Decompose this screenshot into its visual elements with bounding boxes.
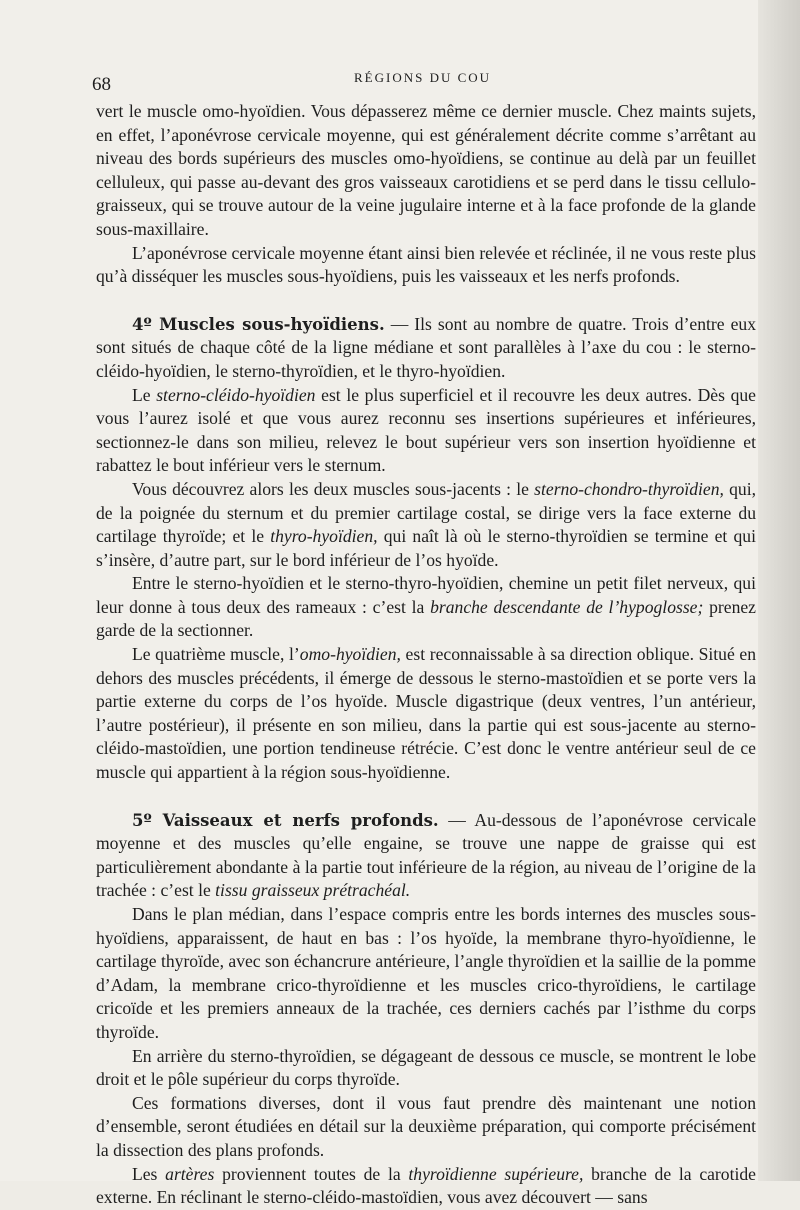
paragraph [96, 1163, 756, 1210]
text-run: vert le muscle omo-hyoïdien. Vous dépasserez même ce dernier muscle. Chez maints sujets, en effet, l’aponévrose cervicale moyenne, qui est généralement décrite comme s’arrêtant au niveau des bords supérieurs des muscles omo-hyoïdiens, se continue au delà par un feuillet celluleux, qui passe au-devant des gros vaisseaux carotidiens et se perd dans le tissu cellulo-graisseux, qui se trouve autour de la veine jugulaire interne et à la face profonde de la glande sous-maxillaire. [96, 101, 756, 239]
paragraph [96, 1092, 756, 1163]
text-run: Dans le plan médian, dans l’espace compris entre les bords internes des muscles sous-hyoïdiens, apparaissent, de haut en bas : l’os hyoïde, la membrane thyro-hyoïdienne, le cartilage thyroïde, avec son échancrure antérieure, l’angle thyroïdien et la saillie de la pomme d’Adam, la membrane crico-thyroïdienne et les muscles crico-thyroïdiens, le cartilage cricoïde et les premiers anneaux de la trachée, ces derniers cachés par l’isthme du corps thyroïde. [96, 904, 756, 1042]
italic-term: thyroïdienne supérieure, [408, 1163, 584, 1184]
paragraph [96, 384, 756, 478]
paragraph [96, 242, 756, 289]
text-run: qui naît là où le sterno-thyroïdien se termine et qui s’insère, d’autre part, sur le bord inférieur de l’os hyoïde. [96, 526, 756, 570]
italic-term: sterno-chondro-thyroïdien, [534, 478, 724, 499]
text-run: est reconnaissable à sa direction oblique. Situé en dehors des muscles précédents, il émerge de dessous le sterno-mastoïdien et se porte vers la partie externe du corps de l’os hyoïde. Muscle digastrique (deux ventres, l’un antérieur, l’autre postérieur), il présente en son milieu, dans la partie qui est sous-jacente au sterno-cléido-mastoïdien, une portion tendineuse rétrécie. C’est donc le ventre antérieur seul de ce muscle qui appartient à la région sous-hyoïdienne. [96, 644, 757, 783]
italic-term: sterno-cléido-hyoïdien [156, 384, 316, 405]
italic-term: thyro-hyoïdien, [270, 526, 378, 547]
text-run: branche de la carotide externe. En réclinant le sterno-cléido-mastoïdien, vous avez découvert — sans [96, 1163, 756, 1208]
page-edge [758, 0, 800, 1181]
paragraph [96, 313, 756, 384]
page-header [92, 68, 752, 95]
text-run: En arrière du sterno-thyroïdien, se dégageant de dessous ce muscle, se montrent le lobe droit et le pôle supérieur du corps thyroïde. [96, 1045, 756, 1090]
text-run: Vous découvrez alors les deux muscles sous-jacents : le [132, 478, 535, 499]
page-number: 68 [92, 74, 111, 95]
text-run: est le plus superficiel et il recouvre les deux autres. Dès que vous l’aurez isolé et que vous aurez reconnu ses insertions supérieures et inférieures, sectionnez-le dans son milieu, relevez le bout supérieur vers son insertion hyoïdienne et rabattez le bout inférieur vers le sternum. [96, 384, 756, 476]
italic-term: tissu graisseux prétrachéal. [215, 880, 411, 901]
text-run: proviennent toutes de la [214, 1163, 409, 1184]
paragraph [96, 809, 756, 903]
italic-term: branche descendante de l’hypoglosse; [430, 596, 704, 617]
body-text [96, 100, 756, 1210]
italic-term: omo-hyoïdien, [299, 644, 401, 665]
text-run: L’aponévrose cervicale moyenne étant ainsi bien relevée et réclinée, il ne vous reste plus qu’à disséquer les muscles sous-hyoïdiens, puis les vaisseaux et les nerfs profonds. [96, 242, 756, 287]
text-run: Le quatrième muscle, l’ [132, 644, 300, 665]
text-run: Les [132, 1163, 166, 1184]
section-heading: 5º Vaisseaux et nerfs profonds. [132, 810, 439, 830]
paragraph [96, 643, 756, 785]
text-run: qui, de la poignée du sternum et du premier cartilage costal, se dirige vers la face externe du cartilage thyroïde; et le [96, 478, 757, 547]
paragraph [96, 572, 756, 643]
paragraph [96, 1045, 756, 1092]
section-heading: 4º Muscles sous-hyoïdiens. [132, 314, 385, 334]
paragraph [96, 478, 756, 572]
text-run: — Ils sont au nombre de quatre. Trois d’entre eux sont situés de chaque côté de la ligne médiane et sont parallèles à l’axe du cou : le sterno-cléido-hyoïdien, le sterno-thyroïdien, et le thyro-hyoïdien. [96, 313, 756, 381]
paragraph [96, 100, 756, 242]
text-run: — Au-dessous de l’aponévrose cervicale moyenne et des muscles qu’elle engaine, se trouve une nappe de graisse qui est particulièrement abondante à la partie tout inférieure de la région, au niveau de l’origine de la trachée : c’est le [96, 809, 757, 901]
text-run: Entre le sterno-hyoïdien et le sterno-thyro-hyoïdien, chemine un petit filet nerveux, qui leur donne à tous deux des rameaux : c’est la [96, 573, 756, 617]
text-run: prenez garde de la sectionner. [96, 596, 756, 641]
italic-term: artères [165, 1163, 215, 1184]
text-run: Le [132, 384, 157, 405]
paragraph [96, 903, 756, 1045]
text-run: Ces formations diverses, dont il vous faut prendre dès maintenant une notion d’ensemble, seront étudiées en détail sur la deuxième préparation, qui comporte précisément la dissection des plans profonds. [96, 1092, 756, 1160]
running-title: RÉGIONS DU COU [354, 70, 492, 85]
